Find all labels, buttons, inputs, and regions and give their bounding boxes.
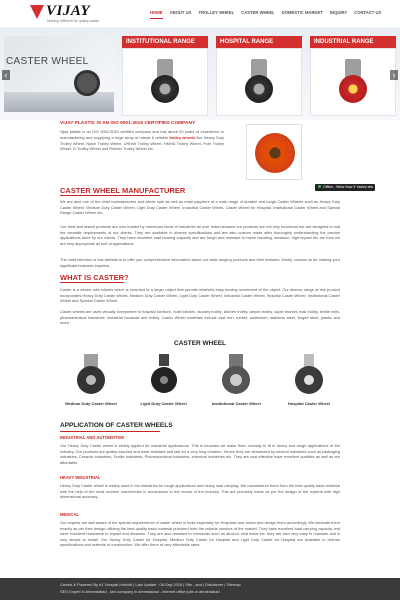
- slider-next-icon[interactable]: ›: [390, 70, 398, 80]
- logo-text: VIJAY: [46, 3, 91, 19]
- nav-contact-us[interactable]: CONTACT US: [354, 10, 382, 15]
- nav-inquiry[interactable]: INQUIRY: [329, 10, 348, 15]
- site-footer: [0, 578, 400, 600]
- online-status-icon: [318, 185, 321, 188]
- nav-home[interactable]: HOME: [150, 10, 163, 19]
- medium-duty-wheel-image: [66, 352, 116, 398]
- nav-about-us[interactable]: ABOUT US: [169, 10, 192, 15]
- product-card[interactable]: [205, 352, 267, 412]
- logo-mark-icon: [30, 5, 44, 19]
- light-duty-wheel-image: [139, 352, 189, 398]
- orange-wheel-image: [255, 133, 295, 173]
- hero-slider[interactable]: [0, 28, 400, 120]
- manufacturer-paragraph-3: The chief intention of this website is to offer you comprehensive information about our wide-ranging products and their features. Kindly, contact us for making your significant business inquiries.: [60, 257, 340, 268]
- manufacturer-paragraph-2: Our tried and tested products are now trusted by numerous kinds of industries all over India because our products are not only functional but are designed to suit the versatile requirements of our clients. They are available in diverse specifications and are also custom made after thoroughly understanding the precise applications done by our clients. They have excellent load bearing capacity and are tough and resistant to harsh handling, abrasion, high impact etc are thus we are very appropriate all sort of applications.: [60, 224, 340, 246]
- heading-underline: [60, 195, 160, 196]
- range-image: [216, 48, 302, 116]
- applications-heading: APPLICATION OF CASTER WHEELS: [60, 422, 173, 429]
- what-is-caster-heading: WHAT IS CASTER?: [60, 273, 129, 282]
- hospital-wheel-image: [284, 352, 334, 398]
- industrial-range-card[interactable]: [310, 36, 396, 116]
- product-card[interactable]: [278, 352, 340, 412]
- trolley-wheels-link[interactable]: trolley wheels: [169, 134, 196, 140]
- main-nav: [150, 10, 381, 19]
- floor-graphic: [4, 92, 114, 112]
- range-image: [122, 48, 208, 116]
- product-label: Medium Duty Caster Wheel: [65, 401, 117, 406]
- intro-text-after: like Heavy Duty Trolley Wheel, Nylon Trolley Wheel, UHMW Trolley Wheel, HMHD Trolley Wheel, Pure Trolley Wheel, D Trolley Wheel and Rubber Trolley Wheel etc.: [60, 134, 224, 152]
- range-label: HOSPITAL RANGE: [216, 36, 302, 48]
- institutional-wheel-image: [211, 352, 261, 398]
- logo[interactable]: [30, 4, 114, 24]
- industrial-paragraph: Our Heavy Duty Caster wheel is widely applied for industrial applications. This is because we make them robustly to fit in heavy and tough applications of the industry. Our products are quality assured and wear-resistant and last for a very long duration. Hence they are demanded by several industries such as packaging industries, Ceramic industries, Textile industries, Pharmaceutical industries, chemical industries etc. They are cost-effective have excellent qualities as well as are affordable.: [60, 443, 340, 465]
- product-label: Institutional Caster Wheel: [211, 401, 261, 406]
- institutional-range-card[interactable]: [122, 36, 208, 116]
- product-card[interactable]: [133, 352, 195, 412]
- heavy-industrial-paragraph: Heavy Duty Caster wheel is widely used in the industries for tough applications and heavy load carrying. We manufacture them from the best quality basic material with the help of the most modern machineries in accordance to the norms of the industry. This are precisely made as per the design of the experts with high dimensional accuracy.: [60, 483, 340, 500]
- chat-label: Offline - Wear Now 3 Yadley site: [323, 185, 374, 189]
- caster-wheel-heading: CASTER WHEEL: [174, 340, 226, 347]
- intro-paragraph: [60, 129, 224, 152]
- nav-domestic-market[interactable]: DOMESTIC MARKET: [281, 10, 323, 15]
- product-grid: [60, 352, 340, 412]
- slider-prev-icon[interactable]: ‹: [2, 70, 10, 80]
- heavy-industrial-subheading: HEAVY INDUSTRIAL: [60, 475, 101, 480]
- nav-trolley-wheel[interactable]: TROLLEY WHEEL: [198, 10, 235, 15]
- industrial-subheading: INDUSTRIAL AND AUTOMOTIVE: [60, 435, 125, 440]
- caster-wheel-panel: [4, 36, 114, 112]
- certification-heading: VIJAY PLASTIC IS AN ISO 9001:2015 CERTIFIED COMPANY: [60, 121, 196, 126]
- what-is-paragraph-1: Caster is a device with wheels which is mounted to a larger object that permits relatively easy moving movement of the object. Our diverse range of this product incorporates Heavy Duty Caster Wheel, Medium Duty Caster Wheel, Light Duty Caster Wheel, Industrial Caster Wheel, Hospital Caster Wheel, Institutional Caster Wheel and Special Caster Wheel.: [60, 287, 340, 304]
- heading-underline: [60, 431, 160, 432]
- heading-underline: [60, 282, 124, 283]
- chat-widget[interactable]: [315, 184, 375, 191]
- footer-seo-links[interactable]: SEO Expert in Ahmedabad - seo company in ahmedabad - internet office jobs in ahmedabad: [60, 589, 220, 594]
- what-is-paragraph-2: Caster wheels are used virtually everywhere in hospital furniture, hotel kitchen, laundry trolley, kitchen trolley, airport trolley, super market, mail trolley, textile mills, pharmaceutical industries, industrial handcart and trolley. Caster Wheel materials include cast iron, rubber, aluminium, stainless steel, forged steel, plastic and more.: [60, 309, 340, 326]
- caster-wheel-panel-title: CASTER WHEEL: [6, 56, 89, 67]
- intro-text-before: Vijay plastic is an ISO 9001:2015 certified company and has about 20 years of experience in manufacturing and supplying a huge array of robust & reliable: [60, 129, 224, 140]
- medical-paragraph: Our experts are well aware of the special requirements of caster wheel in India especially for Hospitals and clinics and design them accordingly. We fabricate them exactly as per their design utilizing the best quality basic material procured from the reliable vendors of the market. They have excellent load carrying capacity and have excellent resistance to impact and abrasion. They are also resistant to chemicals such as alcohol, mild acids etc. they are also very easy to maintain and is very simple to install. Our Heavy Duty Caster for Hospital, Medium Duty Caster for Hospital and Light Duty Caster for Hospital are available in diverse specifications and material of construction. We offer them at very affordable rates.: [60, 520, 340, 548]
- product-label: Hospital Caster Wheel: [287, 401, 331, 406]
- hospital-range-card[interactable]: [216, 36, 302, 116]
- product-card[interactable]: [60, 352, 122, 412]
- range-label: INDUSTRIAL RANGE: [310, 36, 396, 48]
- range-image: [310, 48, 396, 116]
- product-label: Light Duty Caster Wheel: [140, 401, 187, 406]
- range-label: INSTITUTIONAL RANGE: [122, 36, 208, 48]
- wheel-image: [151, 75, 179, 103]
- manufacturer-heading: CASTER WHEEL MANUFACTURER: [60, 186, 186, 195]
- site-header: [0, 0, 400, 28]
- intro-wheel-image: [246, 124, 302, 180]
- logo-tagline: Nothing different for quality caster: [47, 19, 100, 23]
- nav-caster-wheel[interactable]: CASTER WHEEL: [241, 10, 275, 15]
- manufacturer-paragraph-1: We are also one of the chief manufacturers and whole sale as well as retail suppliers of a wide range of durable and tough Caster Wheels such as Heavy Duty Caster Wheel, Medium Duty Caster Wheel, Light Duty Caster Wheel, Industrial Caster Wheel, Caster Wheel for Hospital, Institutional Caster Wheel and Special Range Caster Wheel etc.: [60, 199, 340, 216]
- footer-credits[interactable]: Owned & Powered By #1 Vinayak Infosoft | Last Update : 08-Sep-2018 | Site - and | Disclaimer | Sitemap: [60, 582, 241, 587]
- wheel-image: [339, 75, 367, 103]
- wheel-image: [74, 70, 100, 96]
- wheel-image: [245, 75, 273, 103]
- medical-subheading: MEDICAL: [60, 512, 80, 517]
